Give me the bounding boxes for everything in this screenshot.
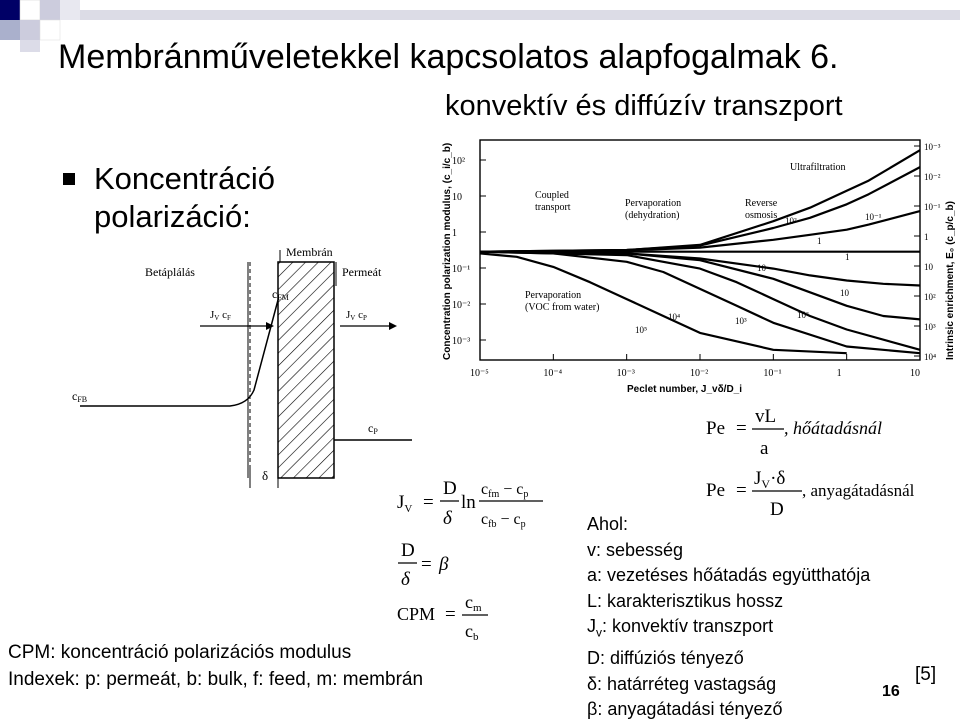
curve-label: 10³ <box>735 316 747 326</box>
bullet-line: Koncentráció <box>94 161 275 196</box>
curve-label: 10² <box>785 216 797 226</box>
pe-label: Pe <box>706 418 725 439</box>
reference: [5] <box>915 664 937 685</box>
deco-square <box>20 0 40 20</box>
d-den: D <box>770 499 784 520</box>
curve-label: 10⁻¹ <box>865 212 882 222</box>
chart-background <box>435 128 960 400</box>
d-num-1: D <box>443 478 457 499</box>
eq-1: = <box>423 492 434 513</box>
permeate-label: Permeát <box>342 265 382 279</box>
page-number: 16 <box>882 683 900 700</box>
chart-annotation: osmosis <box>745 210 778 221</box>
x-tick-label: 10⁻³ <box>616 368 635 379</box>
x-tick-label: 10 <box>910 368 920 379</box>
jvcf-label: JV cF <box>210 309 231 322</box>
deco-square <box>0 20 20 40</box>
legend-line: a: vezetéses hőátadás együtthatója <box>587 565 871 585</box>
y-right-tick-label: 10⁻³ <box>924 142 941 152</box>
membrane-label: Membrán <box>286 245 333 259</box>
deco-square <box>0 0 20 20</box>
deco-square <box>20 20 40 40</box>
bullet-square <box>63 173 75 185</box>
curve-label: 10⁴ <box>668 312 681 322</box>
chart-annotation: Pervaporation <box>525 290 582 301</box>
cp-label: cP <box>368 421 378 436</box>
legend-line: v: sebesség <box>587 539 684 560</box>
chart-annotation: Pervaporation <box>625 198 682 209</box>
cfm-label: cFM <box>272 287 289 302</box>
flux-formulas <box>395 470 585 645</box>
y-tick-label: 10⁻³ <box>452 336 471 347</box>
y-axis-title: Concentration polarization modulus, (c_i/c_b) <box>442 142 453 360</box>
curve-label: 10 <box>840 288 849 298</box>
cpm-note: CPM: koncentráció polarizációs modulus <box>8 642 352 663</box>
curve-label: 10 <box>757 263 766 273</box>
x-tick-label: 10⁻² <box>690 368 709 379</box>
slide-title: Membránműveletekkel kapcsolatos alapfogalmak 6. <box>58 38 839 76</box>
heat-note: , hőátadásnál <box>784 418 883 438</box>
cpm-lhs: CPM <box>397 604 436 624</box>
eq-3: = <box>445 604 456 625</box>
mass-note: , anyagátadásnál <box>802 481 915 500</box>
legend-line: δ: határréteg vastagság <box>587 673 777 694</box>
deco-square <box>40 0 60 20</box>
curve-label: 1 <box>845 252 850 262</box>
y-right-tick-label: 10² <box>924 292 936 302</box>
legend-line: D: diffúziós tényező <box>587 648 744 669</box>
legend-line: Ahol: <box>587 514 629 534</box>
chart-annotation: Coupled <box>535 190 569 201</box>
x-axis-title: Peclet number, J_vδ/D_i <box>627 384 743 395</box>
y-right-tick-label: 10⁻² <box>924 172 941 182</box>
cm-num: cm <box>465 592 482 614</box>
y-tick-label: 10⁻² <box>452 300 471 311</box>
curve-label: 10⁵ <box>635 325 648 335</box>
chart-annotation: (VOC from water) <box>525 302 600 313</box>
ln: ln <box>461 492 476 513</box>
deco-square <box>60 0 80 20</box>
feed-label: Betáplálás <box>145 265 195 279</box>
jv-num: $J_V\cdot\delta$ <box>754 468 786 491</box>
y-tick-label: 10² <box>452 156 465 167</box>
chart-annotation: (dehydration) <box>625 210 680 221</box>
jv-lhs: $J_V$ <box>397 492 413 515</box>
y-tick-label: 10⁻¹ <box>452 264 471 275</box>
chart-annotation: Ultrafiltration <box>790 162 846 173</box>
bullet-line: polarizáció: <box>94 199 251 234</box>
chart-annotation: transport <box>535 202 571 213</box>
pe-eq-2: = <box>736 480 747 501</box>
index-note: Indexek: p: permeát, b: bulk, f: feed, m: membrán <box>8 669 424 690</box>
curve-label: 1 <box>817 236 822 246</box>
x-tick-label: 10⁻⁵ <box>470 368 489 379</box>
chart-annotation: Reverse <box>745 198 778 209</box>
legend-line: β: anyagátadási tényező <box>587 699 783 720</box>
cb-den: cb <box>465 621 479 643</box>
peclet-formulas <box>690 400 960 520</box>
permeate-arrowhead <box>389 322 397 330</box>
jvcp-label: JV cP <box>346 309 367 322</box>
vl-num: vL <box>755 406 777 427</box>
y-right-tick-label: 10³ <box>924 322 936 332</box>
y-axis-right-title: Intrinsic enrichment, E₀ (c_p/c_b) <box>945 201 956 360</box>
legend-line: L: karakterisztikus hossz <box>587 590 784 611</box>
y-right-tick-label: 10⁴ <box>924 352 937 362</box>
y-tick-label: 1 <box>452 228 457 239</box>
membrane-diagram <box>60 240 430 495</box>
d-num-2: D <box>401 540 415 561</box>
cp-modulus-chart <box>435 128 960 400</box>
den-expr: cfb − cp <box>481 511 526 530</box>
cfb-label: cFB <box>72 389 88 404</box>
slide-subtitle: konvektív és diffúzív transzport <box>445 90 843 122</box>
x-tick-label: 10⁻⁴ <box>543 368 563 379</box>
symbol-legend <box>587 512 870 723</box>
pe-label-2: Pe <box>706 480 725 501</box>
bullet-text <box>94 160 275 236</box>
y-right-tick-label: 10⁻¹ <box>924 202 941 212</box>
deco-square <box>40 20 60 40</box>
y-right-tick-label: 10 <box>924 262 933 272</box>
delta-den-1: δ <box>443 508 452 529</box>
eq-2: = <box>421 554 432 575</box>
delta-den-2: δ <box>401 569 410 590</box>
y-tick-label: 10 <box>452 192 462 203</box>
beta: β <box>439 554 449 575</box>
delta-label: δ <box>262 468 269 483</box>
x-tick-label: 1 <box>836 368 842 379</box>
deco-square <box>20 40 40 52</box>
num-expr: cfm − cp <box>481 481 529 500</box>
y-right-tick-label: 1 <box>924 232 929 242</box>
deco-bar <box>80 10 960 20</box>
pe-eq: = <box>736 418 747 439</box>
legend-line: $J_v$: konvektív transzport <box>587 616 774 640</box>
a-den: a <box>760 438 769 459</box>
x-tick-label: 10⁻¹ <box>763 368 782 379</box>
curve-label: 10² <box>797 310 809 320</box>
